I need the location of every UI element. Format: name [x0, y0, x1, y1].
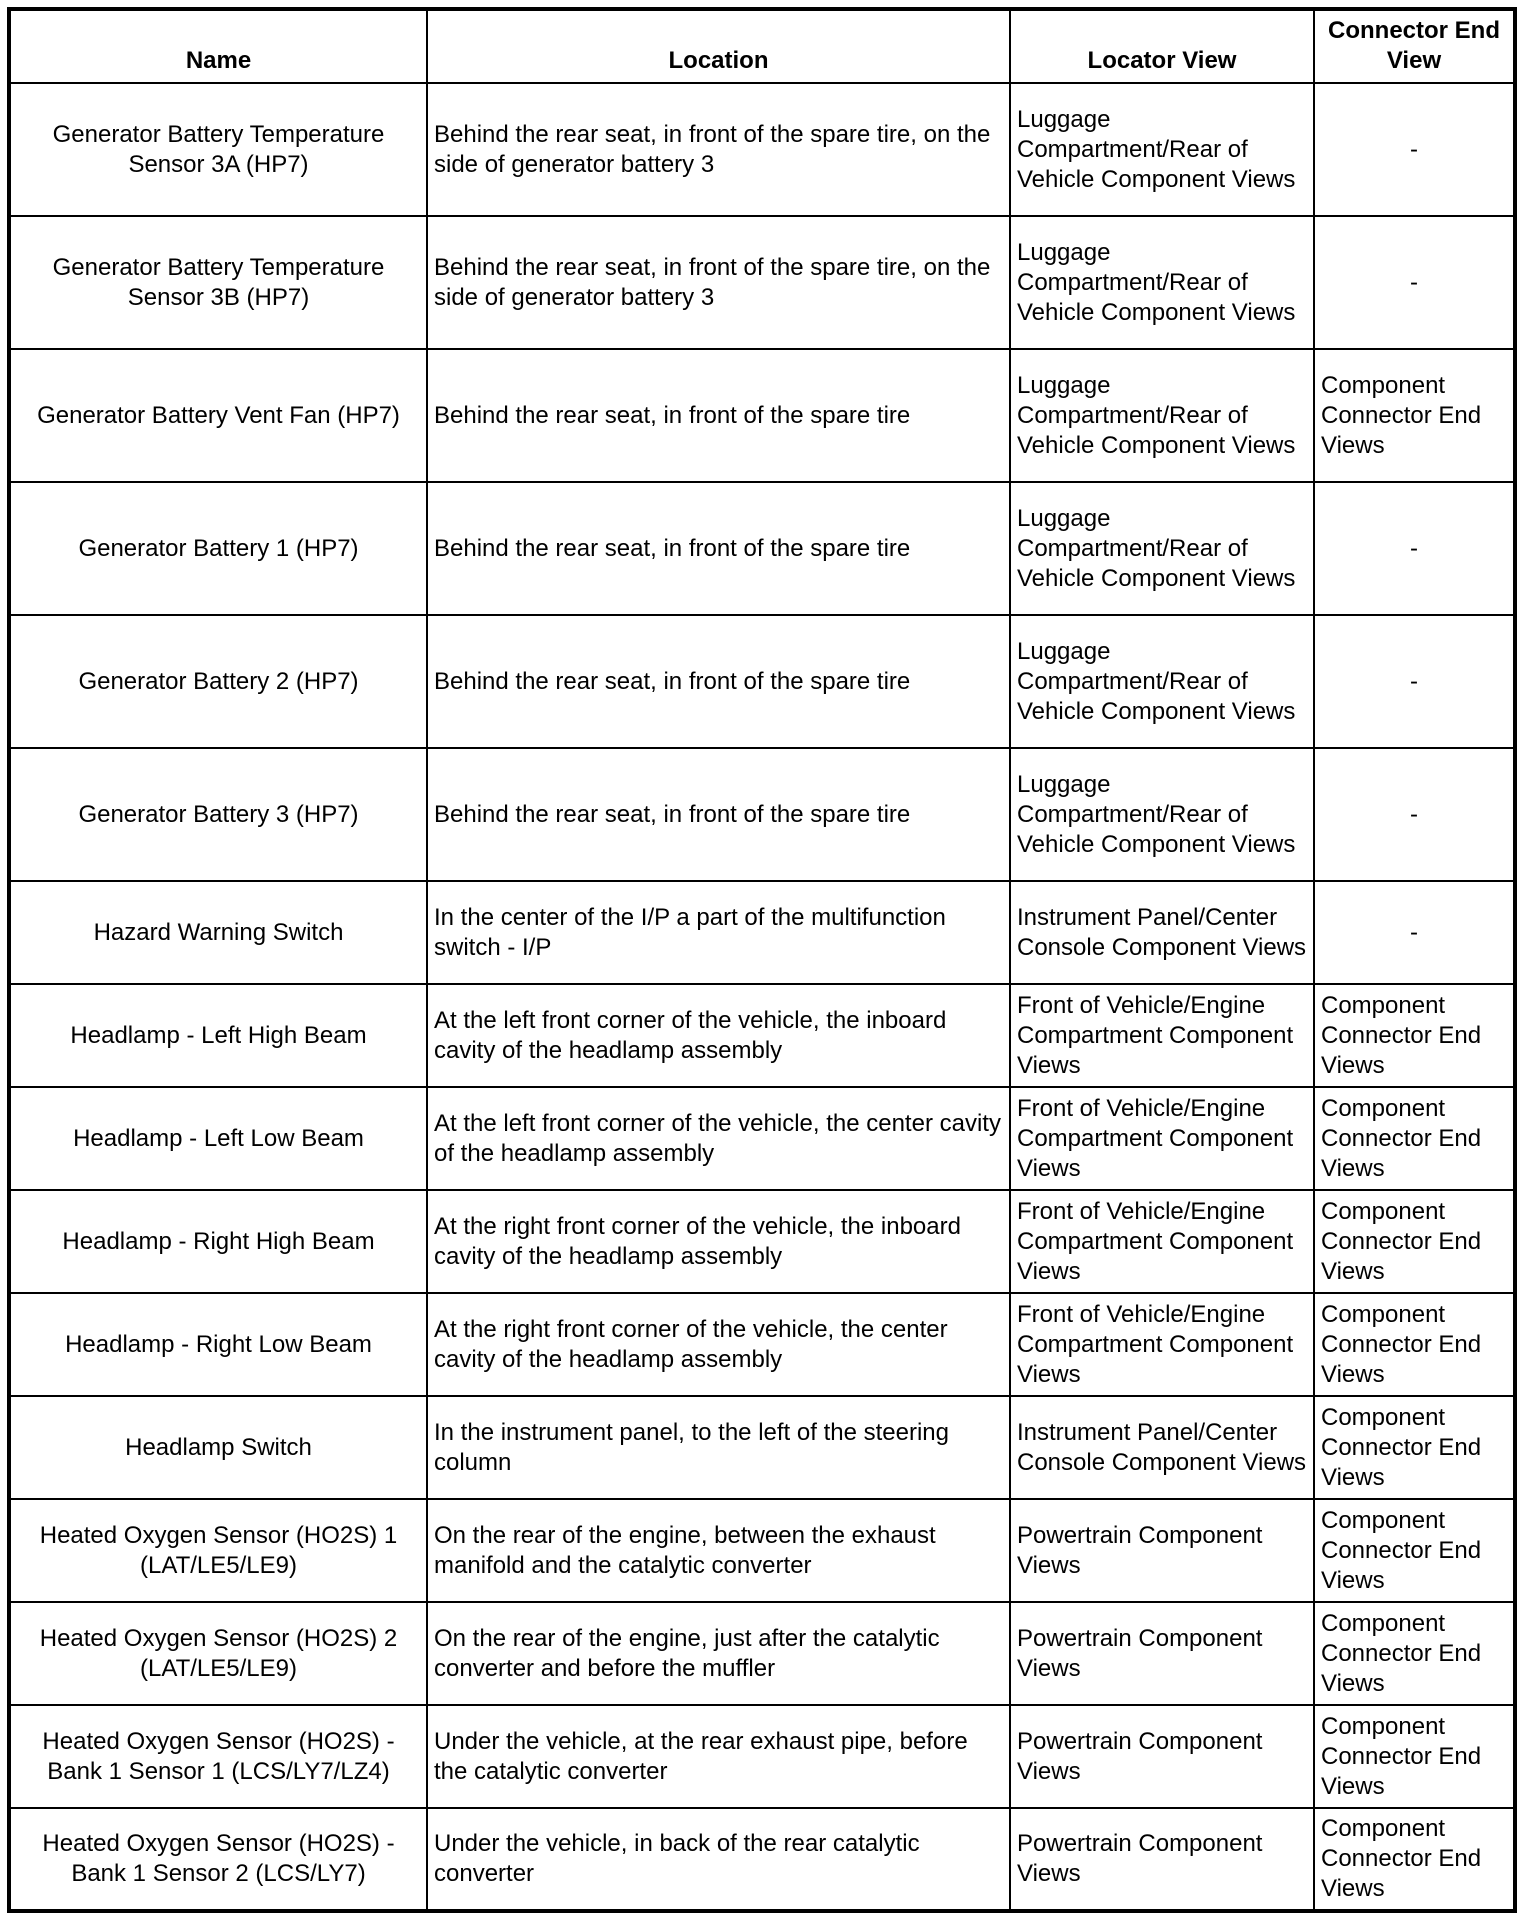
cell-name: Heated Oxygen Sensor (HO2S) 1 (LAT/LE5/LE9): [9, 1499, 427, 1602]
cell-connector-end-view: Component Connector End Views: [1314, 349, 1515, 482]
cell-connector-end-view: Component Connector End Views: [1314, 1602, 1515, 1705]
cell-location: At the right front corner of the vehicle, the inboard cavity of the headlamp assembly: [427, 1190, 1010, 1293]
cell-locator-view: Instrument Panel/Center Console Component Views: [1010, 881, 1314, 984]
cell-name: Headlamp - Right High Beam: [9, 1190, 427, 1293]
cell-connector-end-view: -: [1314, 615, 1515, 748]
cell-connector-end-view: -: [1314, 748, 1515, 881]
cell-locator-view: Front of Vehicle/Engine Compartment Component Views: [1010, 1087, 1314, 1190]
cell-name: Generator Battery 3 (HP7): [9, 748, 427, 881]
table-row: [9, 216, 1515, 349]
cell-name: Headlamp - Right Low Beam: [9, 1293, 427, 1396]
cell-locator-view: Powertrain Component Views: [1010, 1808, 1314, 1911]
table-row: [9, 1396, 1515, 1499]
table-row: [9, 1293, 1515, 1396]
cell-locator-view: Luggage Compartment/Rear of Vehicle Component Views: [1010, 216, 1314, 349]
cell-connector-end-view: Component Connector End Views: [1314, 1190, 1515, 1293]
cell-locator-view: Front of Vehicle/Engine Compartment Component Views: [1010, 984, 1314, 1087]
cell-location: Under the vehicle, at the rear exhaust pipe, before the catalytic converter: [427, 1705, 1010, 1808]
cell-name: Headlamp Switch: [9, 1396, 427, 1499]
cell-connector-end-view: Component Connector End Views: [1314, 1087, 1515, 1190]
cell-name: Hazard Warning Switch: [9, 881, 427, 984]
component-locator-table: [7, 7, 1517, 1913]
cell-locator-view: Powertrain Component Views: [1010, 1602, 1314, 1705]
cell-locator-view: Powertrain Component Views: [1010, 1705, 1314, 1808]
cell-name: Generator Battery Vent Fan (HP7): [9, 349, 427, 482]
table-row: [9, 1190, 1515, 1293]
table-row: [9, 1602, 1515, 1705]
cell-locator-view: Powertrain Component Views: [1010, 1499, 1314, 1602]
cell-name: Heated Oxygen Sensor (HO2S) - Bank 1 Sensor 2 (LCS/LY7): [9, 1808, 427, 1911]
header-location: Location: [427, 9, 1010, 83]
cell-locator-view: Luggage Compartment/Rear of Vehicle Component Views: [1010, 349, 1314, 482]
cell-connector-end-view: Component Connector End Views: [1314, 1396, 1515, 1499]
cell-locator-view: Luggage Compartment/Rear of Vehicle Component Views: [1010, 482, 1314, 615]
cell-location: At the left front corner of the vehicle, the inboard cavity of the headlamp assembly: [427, 984, 1010, 1087]
cell-locator-view: Luggage Compartment/Rear of Vehicle Component Views: [1010, 748, 1314, 881]
header-name: Name: [9, 9, 427, 83]
table-row: [9, 1705, 1515, 1808]
cell-location: On the rear of the engine, between the exhaust manifold and the catalytic converter: [427, 1499, 1010, 1602]
cell-name: Generator Battery 1 (HP7): [9, 482, 427, 615]
table-row: [9, 1087, 1515, 1190]
cell-locator-view: Luggage Compartment/Rear of Vehicle Component Views: [1010, 615, 1314, 748]
cell-connector-end-view: -: [1314, 83, 1515, 216]
cell-connector-end-view: -: [1314, 482, 1515, 615]
cell-location: Behind the rear seat, in front of the spare tire: [427, 482, 1010, 615]
cell-locator-view: Front of Vehicle/Engine Compartment Component Views: [1010, 1293, 1314, 1396]
header-locator-view: Locator View: [1010, 9, 1314, 83]
cell-connector-end-view: Component Connector End Views: [1314, 1499, 1515, 1602]
cell-name: Heated Oxygen Sensor (HO2S) 2 (LAT/LE5/LE9): [9, 1602, 427, 1705]
cell-location: At the left front corner of the vehicle, the center cavity of the headlamp assembly: [427, 1087, 1010, 1190]
cell-name: Generator Battery Temperature Sensor 3B (HP7): [9, 216, 427, 349]
cell-name: Generator Battery Temperature Sensor 3A (HP7): [9, 83, 427, 216]
cell-connector-end-view: Component Connector End Views: [1314, 1293, 1515, 1396]
cell-connector-end-view: -: [1314, 216, 1515, 349]
cell-location: On the rear of the engine, just after the catalytic converter and before the muffler: [427, 1602, 1010, 1705]
table-row: [9, 482, 1515, 615]
cell-connector-end-view: -: [1314, 881, 1515, 984]
cell-locator-view: Instrument Panel/Center Console Component Views: [1010, 1396, 1314, 1499]
table-row: [9, 881, 1515, 984]
cell-name: Headlamp - Left Low Beam: [9, 1087, 427, 1190]
table-row: [9, 1808, 1515, 1911]
cell-location: Under the vehicle, in back of the rear catalytic converter: [427, 1808, 1010, 1911]
cell-location: Behind the rear seat, in front of the spare tire, on the side of generator battery 3: [427, 83, 1010, 216]
cell-name: Generator Battery 2 (HP7): [9, 615, 427, 748]
table-row: [9, 748, 1515, 881]
cell-connector-end-view: Component Connector End Views: [1314, 984, 1515, 1087]
cell-location: Behind the rear seat, in front of the spare tire: [427, 615, 1010, 748]
table-row: [9, 984, 1515, 1087]
cell-location: Behind the rear seat, in front of the spare tire: [427, 349, 1010, 482]
cell-locator-view: Luggage Compartment/Rear of Vehicle Component Views: [1010, 83, 1314, 216]
cell-location: At the right front corner of the vehicle, the center cavity of the headlamp assembly: [427, 1293, 1010, 1396]
cell-location: Behind the rear seat, in front of the spare tire, on the side of generator battery 3: [427, 216, 1010, 349]
table-row: [9, 1499, 1515, 1602]
cell-locator-view: Front of Vehicle/Engine Compartment Component Views: [1010, 1190, 1314, 1293]
cell-connector-end-view: Component Connector End Views: [1314, 1705, 1515, 1808]
table-row: [9, 83, 1515, 216]
cell-name: Headlamp - Left High Beam: [9, 984, 427, 1087]
table-row: [9, 349, 1515, 482]
header-row: [9, 9, 1515, 83]
table-row: [9, 615, 1515, 748]
cell-connector-end-view: Component Connector End Views: [1314, 1808, 1515, 1911]
cell-location: In the center of the I/P a part of the multifunction switch - I/P: [427, 881, 1010, 984]
cell-location: In the instrument panel, to the left of the steering column: [427, 1396, 1010, 1499]
cell-location: Behind the rear seat, in front of the spare tire: [427, 748, 1010, 881]
cell-name: Heated Oxygen Sensor (HO2S) - Bank 1 Sensor 1 (LCS/LY7/LZ4): [9, 1705, 427, 1808]
header-connector-end-view: Connector End View: [1314, 9, 1515, 83]
